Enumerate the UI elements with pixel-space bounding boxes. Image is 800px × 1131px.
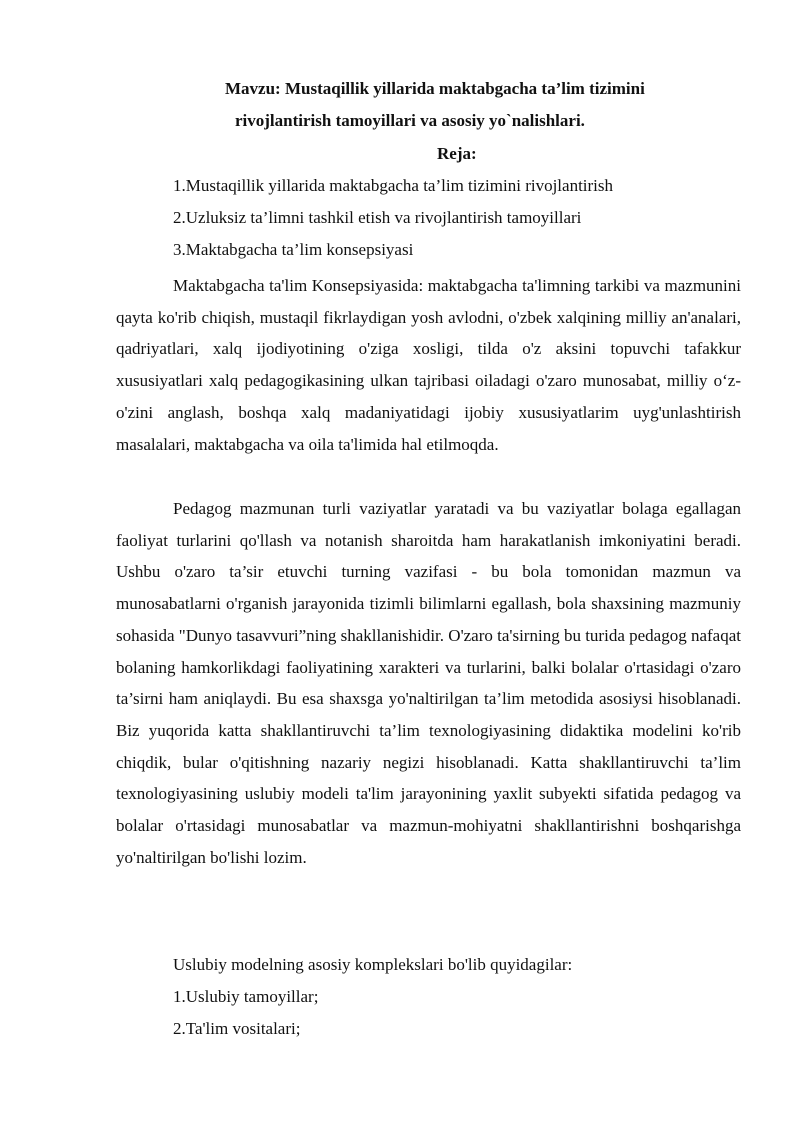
plan-heading: Reja: <box>437 144 477 163</box>
plan-item-2: 2.Uzluksiz ta’limni tashkil etish va rivojlantirish tamoyillari <box>173 208 582 227</box>
body-paragraph-concept: Maktabgacha ta'lim Konsepsiyasida: maktabgacha ta'limning tarkibi va mazmunini qayta ko'rib chiqish, mustaqil fikrlaydigan yosh avlodni, o'zbek xalqining milliy an'analari, qadriyatlari, xalq ijodiyotining o'ziga xosligi, tilda o'z aksini topuvchi tafakkur xususiyatlari xalq pedagogikasining ulkan tajribasi oiladagi o'zaro munosabat, milliy o‘z-o'zini anglash, boshqa xalq madaniyatidagi ijobiy xususiyatlarim uyg'unlashtirish masalalari, maktabgacha va oila ta'limida hal etilmoqda. <box>116 276 741 454</box>
plan-item-3: 3.Maktabgacha ta’lim konsepsiyasi <box>173 240 414 259</box>
document-title-line-1: Mavzu: Mustaqillik yillarida maktabgacha ta’lim tizimini <box>225 79 645 98</box>
body-paragraph-pedagog: Pedagog mazmunan turli vaziyatlar yaratadi va bu vaziyatlar bolaga egallagan faoliyat turlarini qo'llash va notanish sharoitda ham harakatlanish imkoniyatini beradi. Ushbu o'zaro ta’sir etuvchi turning vazifasi - bu bola tomonidan mazmun va munosabatlarni o'rganish jarayonida tizimli bilimlarni egallash, bola shaxsining mazmuniy sohasida "Dunyo tasavvuri”ning shakllanishidir. O'zaro ta'sirning bu turida pedagog nafaqat bolaning hamkorlikdagi faoliyatining xarakteri va turlarini, balki bolalar o'rtasidagi o'zaro ta’sirni ham aniqlaydi. Bu esa shaxsga yo'naltirilgan ta’lim metodida asosiysi hisoblanadi. Biz yuqorida katta shakllantiruvchi ta’lim texnologiyasining didaktika modelini ko'rib chiqdik, bular o'qitishning nazariy negizi hisoblanadi. Katta shakllantiruvchi ta’lim texnologiyasining uslubiy modeli ta'lim jarayonining yaxlit subyekti sifatida pedagog va bolalar o'rtasidagi munosabatlar va mazmun-mohiyatni shakllantirishni boshqarishga yo'naltirilgan bo'lishi lozim. <box>116 499 741 867</box>
complex-list-item-2: 2.Ta'lim vositalari; <box>173 1019 301 1038</box>
complex-intro-line: Uslubiy modelning asosiy komplekslari bo'lib quyidagilar: <box>173 955 573 974</box>
document-title-line-2: rivojlantirish tamoyillari va asosiy yo`nalishlari. <box>235 111 585 130</box>
complex-list-item-1: 1.Uslubiy tamoyillar; <box>173 987 319 1006</box>
plan-item-1: 1.Mustaqillik yillarida maktabgacha ta’lim tizimini rivojlantirish <box>173 176 614 195</box>
